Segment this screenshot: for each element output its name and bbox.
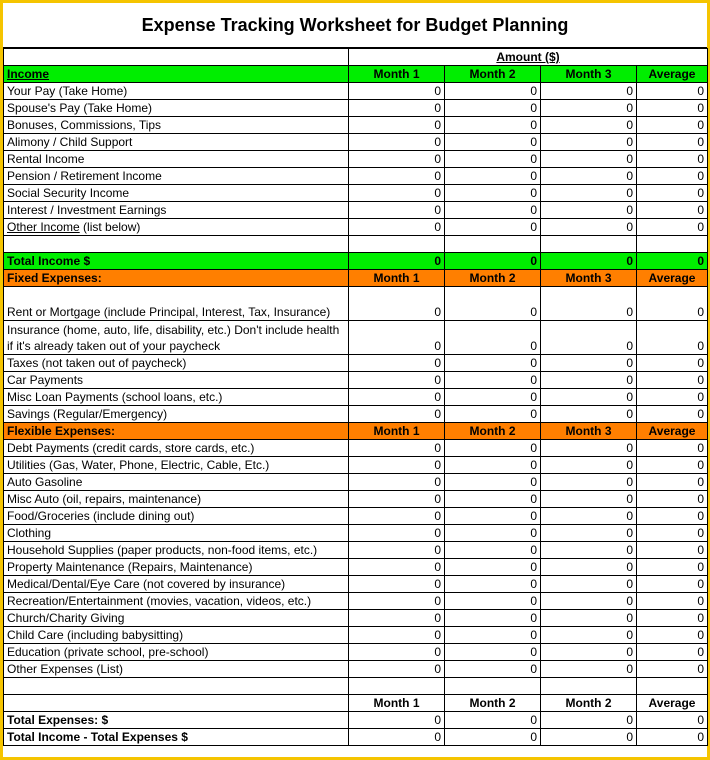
table-row	[4, 406, 708, 423]
row-value: 0	[445, 117, 541, 134]
net-income-value: 0	[349, 729, 445, 746]
blank-cell	[4, 236, 349, 253]
table-row	[4, 372, 708, 389]
column-header: Month 2	[445, 695, 541, 712]
row-value: 0	[445, 83, 541, 100]
row-value: 0	[445, 474, 541, 491]
row-value: 0	[637, 406, 708, 423]
blank-row	[4, 678, 708, 695]
row-value: 0	[349, 202, 445, 219]
row-value: 0	[541, 168, 637, 185]
row-value: 0	[541, 219, 637, 236]
row-label: Misc Loan Payments (school loans, etc.)	[4, 389, 349, 406]
row-label: Bonuses, Commissions, Tips	[4, 117, 349, 134]
row-label: Property Maintenance (Repairs, Maintenance)	[4, 559, 349, 576]
row-value: 0	[349, 321, 445, 355]
table-row	[4, 559, 708, 576]
row-value: 0	[445, 287, 541, 321]
row-label: Savings (Regular/Emergency)	[4, 406, 349, 423]
row-value: 0	[349, 117, 445, 134]
row-value: 0	[349, 440, 445, 457]
column-header: Month 2	[445, 423, 541, 440]
row-label: Recreation/Entertainment (movies, vacation, videos, etc.)	[4, 593, 349, 610]
table-row	[4, 202, 708, 219]
row-value: 0	[445, 457, 541, 474]
table-row	[4, 474, 708, 491]
row-label: Utilities (Gas, Water, Phone, Electric, Cable, Etc.)	[4, 457, 349, 474]
row-value: 0	[445, 542, 541, 559]
row-value: 0	[637, 202, 708, 219]
row-value: 0	[445, 372, 541, 389]
blank-cell	[637, 678, 708, 695]
row-value: 0	[349, 491, 445, 508]
row-label: Alimony / Child Support	[4, 134, 349, 151]
row-value: 0	[349, 168, 445, 185]
column-header: Average	[637, 270, 708, 287]
total-income-row	[4, 253, 708, 270]
row-label: Car Payments	[4, 372, 349, 389]
row-value: 0	[445, 134, 541, 151]
row-value: 0	[349, 576, 445, 593]
other-income-link-text: Other Income	[7, 220, 80, 234]
row-value: 0	[637, 117, 708, 134]
blank-cell	[349, 236, 445, 253]
blank-cell	[445, 236, 541, 253]
column-header: Month 2	[445, 270, 541, 287]
table-row	[4, 168, 708, 185]
row-value: 0	[349, 287, 445, 321]
blank-cell	[445, 678, 541, 695]
table-row	[4, 576, 708, 593]
row-value: 0	[349, 474, 445, 491]
column-header: Average	[637, 66, 708, 83]
row-value: 0	[445, 661, 541, 678]
row-value: 0	[637, 219, 708, 236]
income-section-text: Income	[7, 67, 50, 81]
row-value: 0	[637, 576, 708, 593]
column-header: Month 2	[541, 695, 637, 712]
row-label: Medical/Dental/Eye Care (not covered by insurance)	[4, 576, 349, 593]
row-label: Household Supplies (paper products, non-food items, etc.)	[4, 542, 349, 559]
row-label: Interest / Investment Earnings	[4, 202, 349, 219]
row-value: 0	[637, 542, 708, 559]
row-value: 0	[541, 100, 637, 117]
row-label: Clothing	[4, 525, 349, 542]
table-row	[4, 457, 708, 474]
row-value: 0	[541, 83, 637, 100]
table-row	[4, 321, 708, 355]
row-label: Church/Charity Giving	[4, 610, 349, 627]
row-value: 0	[541, 202, 637, 219]
table-row	[4, 117, 708, 134]
row-value: 0	[637, 134, 708, 151]
row-value: 0	[541, 457, 637, 474]
other-income-row	[4, 219, 708, 236]
table-row	[4, 287, 708, 321]
row-value: 0	[445, 508, 541, 525]
amount-header-row	[4, 49, 708, 66]
row-value: 0	[445, 321, 541, 355]
row-value: 0	[541, 559, 637, 576]
row-value: 0	[541, 508, 637, 525]
row-value: 0	[637, 661, 708, 678]
row-value: 0	[637, 389, 708, 406]
row-value: 0	[445, 151, 541, 168]
row-value: 0	[541, 525, 637, 542]
row-label: Taxes (not taken out of paycheck)	[4, 355, 349, 372]
row-value: 0	[541, 372, 637, 389]
row-value: 0	[445, 389, 541, 406]
row-value: 0	[637, 474, 708, 491]
blank-cell	[349, 678, 445, 695]
row-value: 0	[445, 576, 541, 593]
row-value: 0	[541, 355, 637, 372]
row-value: 0	[637, 185, 708, 202]
column-header: Average	[637, 695, 708, 712]
total-income-value: 0	[445, 253, 541, 270]
net-income-value: 0	[637, 729, 708, 746]
row-value: 0	[349, 83, 445, 100]
row-value: 0	[445, 185, 541, 202]
total-expenses-value: 0	[637, 712, 708, 729]
budget-table	[3, 48, 708, 746]
column-header: Month 1	[349, 423, 445, 440]
table-row	[4, 134, 708, 151]
row-value: 0	[349, 100, 445, 117]
row-value: 0	[445, 593, 541, 610]
table-row	[4, 355, 708, 372]
table-row	[4, 185, 708, 202]
row-label: Insurance (home, auto, life, disability, etc.) Don't include health if it's already taken out of your paycheck	[4, 321, 349, 355]
total-income-value: 0	[349, 253, 445, 270]
amount-header	[349, 49, 708, 66]
table-row	[4, 610, 708, 627]
row-value: 0	[445, 559, 541, 576]
row-value: 0	[445, 491, 541, 508]
table-row	[4, 627, 708, 644]
blank-cell	[4, 678, 349, 695]
row-value: 0	[541, 117, 637, 134]
blank-cell	[637, 236, 708, 253]
row-value: 0	[637, 151, 708, 168]
row-value: 0	[349, 406, 445, 423]
row-value: 0	[349, 355, 445, 372]
row-value: 0	[637, 440, 708, 457]
row-value: 0	[349, 627, 445, 644]
blank-cell	[4, 49, 349, 66]
income-header-row	[4, 66, 708, 83]
row-value: 0	[349, 661, 445, 678]
row-value: 0	[445, 525, 541, 542]
row-value: 0	[541, 406, 637, 423]
row-label: Rental Income	[4, 151, 349, 168]
blank-cell	[4, 695, 349, 712]
row-value: 0	[349, 185, 445, 202]
row-value: 0	[637, 83, 708, 100]
row-value: 0	[637, 491, 708, 508]
row-label: Pension / Retirement Income	[4, 168, 349, 185]
income-section-label	[4, 66, 349, 83]
table-row	[4, 661, 708, 678]
table-row	[4, 491, 708, 508]
row-value: 0	[349, 644, 445, 661]
row-value: 0	[445, 610, 541, 627]
row-value: 0	[445, 355, 541, 372]
row-value: 0	[445, 406, 541, 423]
row-value: 0	[637, 610, 708, 627]
table-row	[4, 389, 708, 406]
row-value: 0	[541, 661, 637, 678]
row-value: 0	[541, 542, 637, 559]
column-header: Average	[637, 423, 708, 440]
row-value: 0	[349, 372, 445, 389]
row-label: Rent or Mortgage (include Principal, Interest, Tax, Insurance)	[4, 287, 349, 321]
row-value: 0	[445, 168, 541, 185]
row-value: 0	[637, 355, 708, 372]
fixed-section-label: Fixed Expenses:	[4, 270, 349, 287]
page-title: Expense Tracking Worksheet for Budget Planning	[3, 3, 707, 48]
row-value: 0	[349, 151, 445, 168]
row-value: 0	[541, 610, 637, 627]
total-income-value: 0	[637, 253, 708, 270]
row-value: 0	[349, 219, 445, 236]
row-value: 0	[541, 627, 637, 644]
column-header: Month 3	[541, 66, 637, 83]
flexible-header-row	[4, 423, 708, 440]
row-label	[4, 219, 349, 236]
row-value: 0	[637, 525, 708, 542]
row-label: Debt Payments (credit cards, store cards, etc.)	[4, 440, 349, 457]
row-value: 0	[637, 559, 708, 576]
column-header: Month 1	[349, 66, 445, 83]
row-value: 0	[349, 610, 445, 627]
row-value: 0	[541, 474, 637, 491]
row-value: 0	[541, 134, 637, 151]
total-income-value: 0	[541, 253, 637, 270]
table-row	[4, 151, 708, 168]
table-row	[4, 542, 708, 559]
row-value: 0	[541, 389, 637, 406]
flexible-section-label: Flexible Expenses:	[4, 423, 349, 440]
total-expenses-value: 0	[541, 712, 637, 729]
row-value: 0	[541, 321, 637, 355]
blank-cell	[541, 678, 637, 695]
net-income-value: 0	[541, 729, 637, 746]
row-value: 0	[637, 168, 708, 185]
total-expenses-row	[4, 712, 708, 729]
row-value: 0	[349, 525, 445, 542]
row-value: 0	[349, 134, 445, 151]
table-row	[4, 508, 708, 525]
row-label: Child Care (including babysitting)	[4, 627, 349, 644]
row-value: 0	[637, 321, 708, 355]
row-value: 0	[541, 491, 637, 508]
row-value: 0	[445, 100, 541, 117]
table-row	[4, 100, 708, 117]
row-value: 0	[541, 151, 637, 168]
column-header: Month 2	[445, 66, 541, 83]
fixed-header-row	[4, 270, 708, 287]
row-value: 0	[541, 440, 637, 457]
row-value: 0	[445, 219, 541, 236]
row-value: 0	[445, 202, 541, 219]
column-header: Month 1	[349, 695, 445, 712]
row-value: 0	[541, 576, 637, 593]
table-row	[4, 644, 708, 661]
row-label: Other Expenses (List)	[4, 661, 349, 678]
net-income-label: Total Income - Total Expenses $	[4, 729, 349, 746]
row-label: Education (private school, pre-school)	[4, 644, 349, 661]
row-value: 0	[445, 644, 541, 661]
row-value: 0	[541, 644, 637, 661]
row-value: 0	[541, 287, 637, 321]
table-row	[4, 593, 708, 610]
row-value: 0	[445, 627, 541, 644]
row-value: 0	[637, 100, 708, 117]
row-value: 0	[637, 287, 708, 321]
column-header: Month 3	[541, 270, 637, 287]
row-value: 0	[637, 508, 708, 525]
amount-header-text: Amount ($)	[496, 50, 560, 64]
row-label: Your Pay (Take Home)	[4, 83, 349, 100]
row-value: 0	[349, 389, 445, 406]
row-value: 0	[637, 593, 708, 610]
row-label: Social Security Income	[4, 185, 349, 202]
total-expenses-value: 0	[445, 712, 541, 729]
column-header: Month 1	[349, 270, 445, 287]
total-expenses-value: 0	[349, 712, 445, 729]
row-value: 0	[349, 593, 445, 610]
row-value: 0	[349, 542, 445, 559]
row-value: 0	[445, 440, 541, 457]
row-value: 0	[349, 508, 445, 525]
other-income-note: (list below)	[79, 220, 141, 234]
row-label: Spouse's Pay (Take Home)	[4, 100, 349, 117]
summary-header-row	[4, 695, 708, 712]
total-expenses-label: Total Expenses: $	[4, 712, 349, 729]
table-row	[4, 440, 708, 457]
blank-row	[4, 236, 708, 253]
row-value: 0	[637, 457, 708, 474]
row-value: 0	[637, 627, 708, 644]
net-income-value: 0	[445, 729, 541, 746]
row-label: Auto Gasoline	[4, 474, 349, 491]
row-value: 0	[541, 185, 637, 202]
row-value: 0	[349, 559, 445, 576]
row-value: 0	[349, 457, 445, 474]
net-row	[4, 729, 708, 746]
row-value: 0	[541, 593, 637, 610]
column-header: Month 3	[541, 423, 637, 440]
table-row	[4, 83, 708, 100]
row-label: Misc Auto (oil, repairs, maintenance)	[4, 491, 349, 508]
row-value: 0	[637, 644, 708, 661]
budget-table-body	[4, 49, 708, 746]
row-value: 0	[637, 372, 708, 389]
row-label: Food/Groceries (include dining out)	[4, 508, 349, 525]
table-row	[4, 525, 708, 542]
total-income-label: Total Income $	[4, 253, 349, 270]
blank-cell	[541, 236, 637, 253]
